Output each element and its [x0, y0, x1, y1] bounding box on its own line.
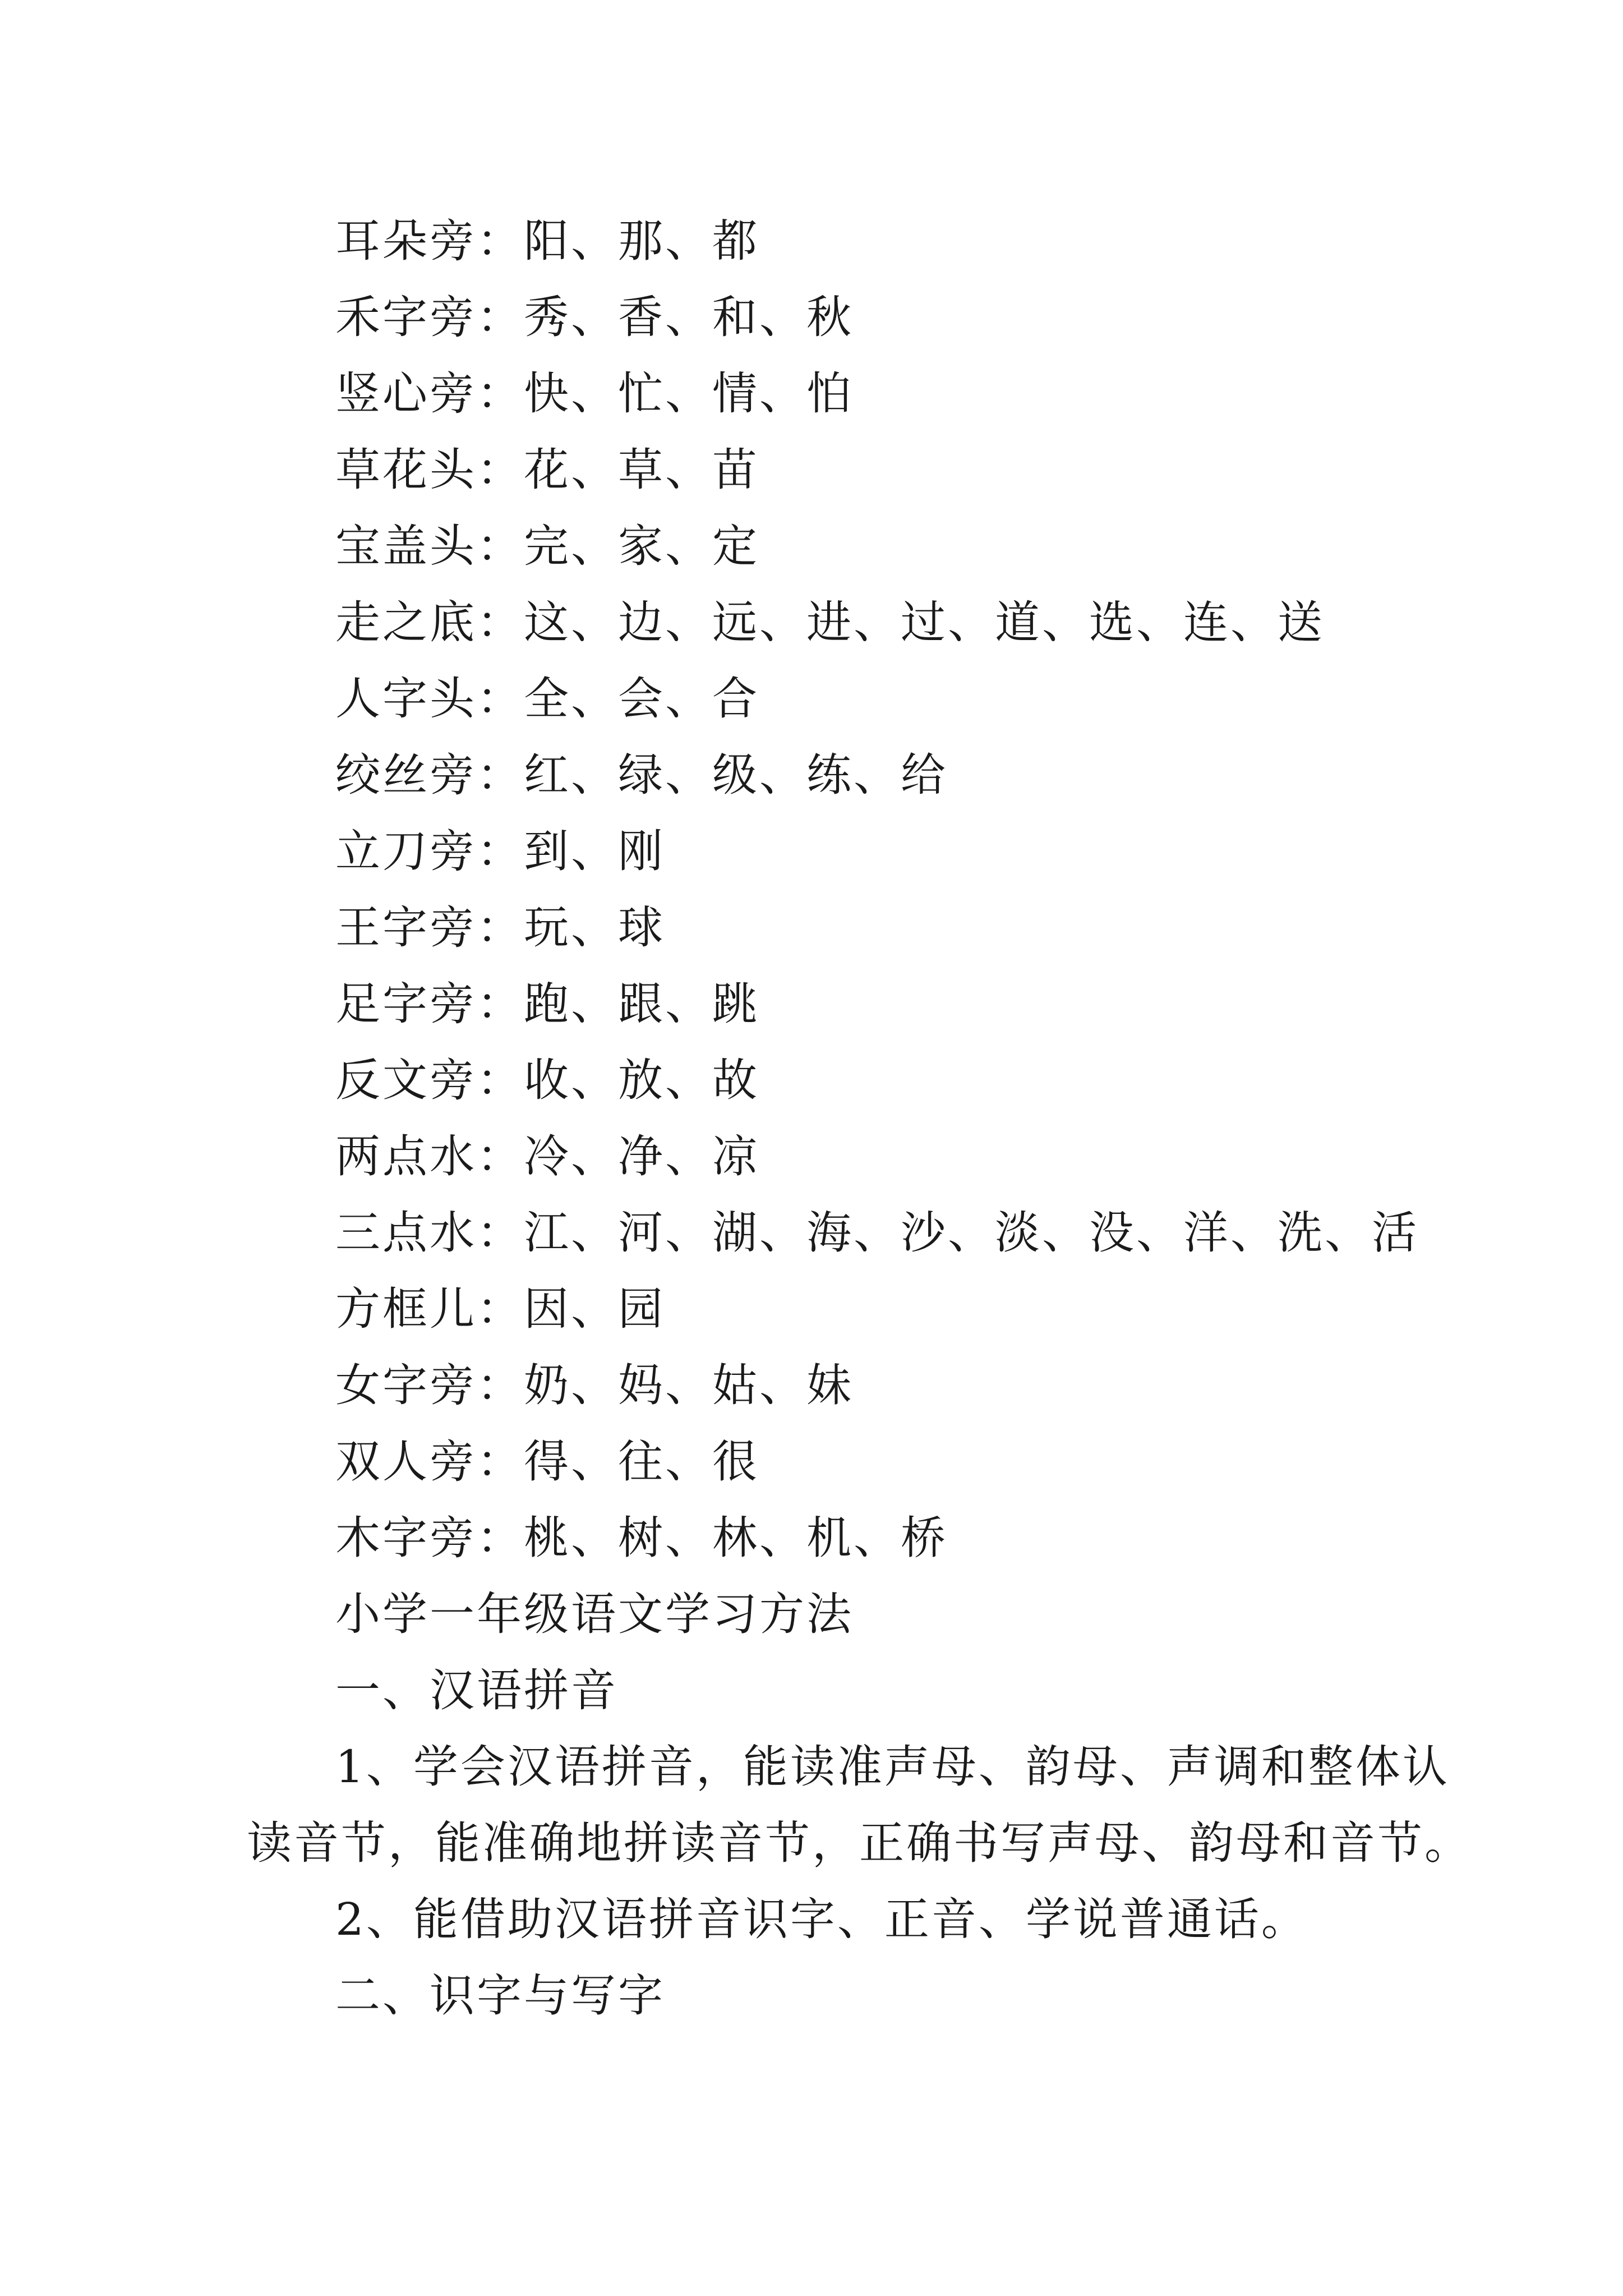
colon: ：: [477, 673, 524, 725]
radical-name: 三点水: [335, 1207, 477, 1259]
example-chars: 完、家、定: [524, 520, 759, 572]
radical-line: [335, 672, 759, 726]
example-chars: 到、刚: [524, 825, 665, 877]
example-chars: 快、忙、情、怕: [524, 367, 854, 420]
radical-line: [335, 1053, 759, 1107]
radical-line: [335, 596, 1325, 650]
radical-name: 草花头: [335, 444, 477, 496]
radical-line: [335, 825, 665, 878]
radical-line: [335, 1511, 948, 1565]
radical-name: 禾字旁: [335, 291, 477, 343]
example-chars: 冷、净、凉: [524, 1130, 759, 1182]
paragraph-pinyin-item1-cont: 读音节，能准确地拼读音节，正确书写声母、韵母和音节。: [247, 1817, 1472, 1869]
example-chars: 奶、妈、姑、妹: [524, 1359, 854, 1411]
radical-name: 方框儿: [335, 1283, 477, 1335]
colon: ：: [477, 215, 524, 267]
radical-name: 木字旁: [335, 1512, 477, 1564]
radical-line: [335, 214, 759, 268]
section-heading-pinyin: 一、汉语拼音: [335, 1664, 618, 1717]
colon: ：: [477, 596, 524, 648]
example-chars: 跑、跟、跳: [524, 978, 759, 1030]
colon: ：: [477, 901, 524, 954]
radical-name: 竖心旁: [335, 367, 477, 420]
example-chars: 红、绿、级、练、给: [524, 749, 948, 801]
radical-name: 人字头: [335, 673, 477, 725]
example-chars: 这、边、远、进、过、道、选、连、送: [524, 596, 1325, 648]
section-heading-literacy: 二、识字与写字: [335, 1970, 665, 2022]
radical-line: [335, 1435, 759, 1489]
radical-line: [335, 1130, 759, 1184]
radical-line: [335, 519, 759, 573]
example-chars: 全、会、合: [524, 673, 759, 725]
example-chars: 江、河、湖、海、沙、淡、没、洋、洗、活: [524, 1207, 1419, 1259]
radical-name: 双人旁: [335, 1435, 477, 1488]
radical-line: [335, 443, 759, 497]
radical-line: [335, 748, 948, 802]
radical-name: 女字旁: [335, 1359, 477, 1411]
example-chars: 桃、树、林、机、桥: [524, 1512, 948, 1564]
radical-name: 两点水: [335, 1130, 477, 1182]
colon: ：: [477, 1512, 524, 1564]
radical-name: 走之底: [335, 596, 477, 648]
colon: ：: [477, 1054, 524, 1106]
radical-name: 立刀旁: [335, 825, 477, 877]
paragraph-pinyin-item1: 1、学会汉语拼音，能读准声母、韵母、声调和整体认: [335, 1741, 1450, 1793]
example-chars: 阳、那、都: [524, 215, 759, 267]
colon: ：: [477, 825, 524, 877]
example-chars: 得、往、很: [524, 1435, 759, 1488]
colon: ：: [477, 1435, 524, 1488]
colon: ：: [477, 1207, 524, 1259]
radical-line: [335, 1206, 1419, 1260]
radical-name: 宝盖头: [335, 520, 477, 572]
radical-line: [335, 367, 854, 421]
method-title: 小学一年级语文学习方法: [335, 1588, 854, 1640]
colon: ：: [477, 367, 524, 420]
radical-line: [335, 1282, 665, 1336]
example-chars: 因、园: [524, 1283, 665, 1335]
radical-name: 绞丝旁: [335, 749, 477, 801]
paragraph-pinyin-item2: 2、能借助汉语拼音识字、正音、学说普通话。: [335, 1893, 1308, 1945]
radical-name: 反文旁: [335, 1054, 477, 1106]
colon: ：: [477, 291, 524, 343]
radical-name: 足字旁: [335, 978, 477, 1030]
example-chars: 花、草、苗: [524, 444, 759, 496]
radical-line: [335, 1359, 854, 1412]
colon: ：: [477, 1359, 524, 1411]
radical-name: 王字旁: [335, 901, 477, 954]
colon: ：: [477, 1130, 524, 1182]
radical-line: [335, 291, 854, 344]
radical-name: 耳朵旁: [335, 215, 477, 267]
colon: ：: [477, 444, 524, 496]
example-chars: 玩、球: [524, 901, 665, 954]
example-chars: 秀、香、和、秋: [524, 291, 854, 343]
colon: ：: [477, 749, 524, 801]
colon: ：: [477, 1283, 524, 1335]
radical-line: [335, 901, 665, 955]
colon: ：: [477, 520, 524, 572]
radical-line: [335, 977, 759, 1031]
colon: ：: [477, 978, 524, 1030]
example-chars: 收、放、故: [524, 1054, 759, 1106]
